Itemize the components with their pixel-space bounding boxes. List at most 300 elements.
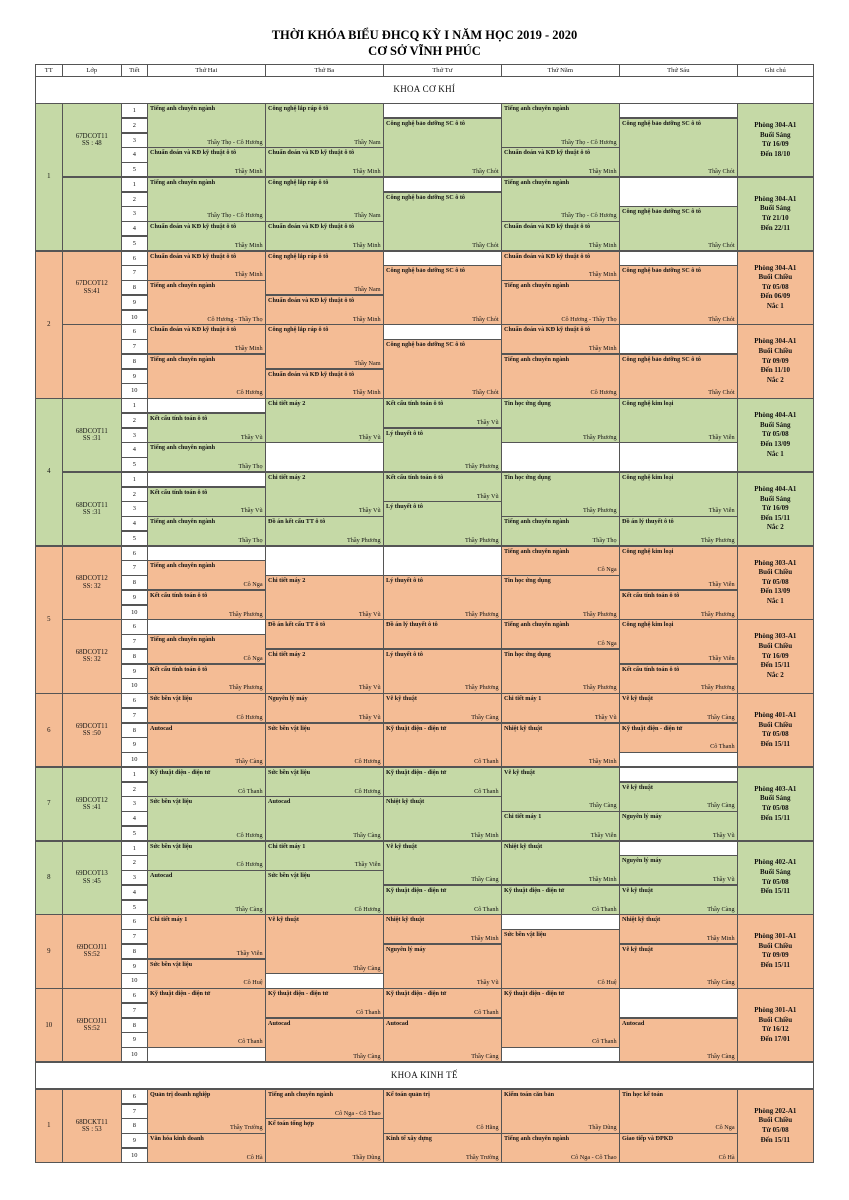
period-number: 1	[121, 103, 148, 118]
teacher-name: Thầy Phương	[464, 463, 499, 471]
subject-name: Autocad	[268, 798, 291, 806]
column-header: TT	[35, 64, 63, 77]
subject-name: Tiếng anh chuyên ngành	[150, 282, 216, 289]
subject-name: Vẽ kỹ thuật	[622, 695, 653, 702]
class-session[interactable]	[619, 398, 738, 443]
teacher-name: Thầy Vũ	[712, 831, 735, 839]
class-session[interactable]	[501, 619, 620, 649]
class-session[interactable]	[265, 693, 384, 723]
class-session[interactable]	[147, 354, 266, 399]
column-header: Thứ Ba	[265, 64, 384, 77]
class-session[interactable]	[619, 914, 738, 944]
teacher-name: Cô Thanh	[356, 1008, 381, 1016]
class-session[interactable]	[265, 398, 384, 443]
teacher-name: Thầy Viễn	[590, 831, 617, 839]
class-session[interactable]	[265, 251, 384, 296]
subject-name: Kỹ thuật điện - điện tử	[268, 990, 329, 997]
period-number: 5	[121, 457, 148, 472]
class-session[interactable]	[147, 560, 266, 590]
class-session[interactable]	[619, 885, 738, 915]
teacher-name: Cô Nga	[243, 654, 263, 662]
teacher-name: Cô Nga	[243, 581, 263, 589]
subject-name: Vẽ kỹ thuật	[386, 842, 417, 850]
class-session[interactable]	[501, 280, 620, 325]
teacher-name: Thầy Càng	[471, 876, 499, 884]
class-name	[62, 177, 122, 251]
class-session[interactable]	[383, 914, 502, 944]
class-session[interactable]	[265, 841, 384, 871]
class-session[interactable]	[265, 147, 384, 177]
class-session[interactable]	[501, 177, 620, 222]
teacher-name: Thầy Vũ	[240, 507, 263, 515]
period-number: 3	[121, 133, 148, 148]
class-session[interactable]	[619, 664, 738, 694]
class-session[interactable]	[501, 649, 620, 694]
class-session[interactable]	[265, 575, 384, 620]
class-session[interactable]	[383, 841, 502, 886]
teacher-name: Thầy Càng	[707, 713, 735, 721]
subject-name: Chi tiết máy 1	[504, 813, 542, 820]
class-session[interactable]	[265, 369, 384, 399]
empty-slot	[265, 973, 384, 988]
period-number: 3	[121, 206, 148, 221]
subject-name: Kỹ thuật điện - điện tử	[150, 768, 211, 776]
subject-name: Nguyên lý máy	[622, 813, 662, 820]
empty-slot	[501, 1047, 620, 1062]
subject-name: Tiếng anh chuyên ngành	[150, 355, 216, 363]
subject-name: Vẽ kỹ thuật	[622, 886, 653, 894]
class-session[interactable]	[147, 221, 266, 251]
class-session[interactable]	[147, 693, 266, 723]
period-number: 3	[121, 870, 148, 885]
subject-name: Autocad	[622, 1019, 645, 1027]
class-session[interactable]	[265, 324, 384, 369]
subject-name: Công nghệ kim loại	[622, 621, 674, 629]
class-session[interactable]	[619, 944, 738, 989]
subject-name: Vẽ kỹ thuật	[504, 768, 535, 776]
subject-name: Chuẩn đoán và KĐ kỹ thuật ô tô	[268, 223, 355, 230]
column-header: Thứ Sáu	[619, 64, 738, 77]
class-session[interactable]	[383, 428, 502, 473]
class-session[interactable]	[147, 516, 266, 546]
empty-slot	[619, 251, 738, 266]
class-session[interactable]	[383, 767, 502, 797]
class-session[interactable]	[147, 988, 266, 1048]
class-session[interactable]	[147, 723, 266, 768]
class-session[interactable]	[619, 1133, 738, 1163]
subject-name: Sức bền vật liệu	[268, 768, 311, 776]
class-session[interactable]	[147, 664, 266, 694]
period-number: 8	[121, 280, 148, 295]
class-session[interactable]	[147, 280, 266, 325]
teacher-name: Thầy Phương	[700, 684, 735, 692]
subject-name: Nhiệt kỹ thuật	[504, 724, 543, 732]
class-session[interactable]	[147, 1089, 266, 1134]
subject-name: Sức bền vật liệu	[504, 931, 547, 938]
class-session[interactable]	[383, 398, 502, 428]
teacher-name: Thầy Vũ	[358, 713, 381, 721]
room-note: Phòng 402-A1 Buổi Sáng Từ 05/08 Đến 15/11	[737, 841, 814, 915]
class-session[interactable]	[147, 147, 266, 177]
room-note: Phòng 202-A1 Buổi Chiều Từ 05/08 Đến 15/11	[737, 1089, 814, 1163]
period-number: 10	[121, 605, 148, 620]
class-session[interactable]	[501, 324, 620, 354]
empty-slot	[619, 324, 738, 354]
period-number: 1	[121, 398, 148, 413]
teacher-name: Thầy Minh	[352, 168, 381, 176]
subject-name: Chi tiết máy 2	[268, 400, 306, 407]
class-session[interactable]	[501, 693, 620, 723]
subject-name: Sức bền vật liệu	[150, 842, 193, 850]
period-number: 10	[121, 678, 148, 693]
teacher-name: Cô Hương	[354, 787, 381, 795]
class-session[interactable]	[619, 723, 738, 753]
class-session[interactable]	[147, 177, 266, 222]
period-number: 3	[121, 501, 148, 516]
subject-name: Kinh tế xây dựng	[386, 1135, 432, 1142]
class-session[interactable]	[383, 472, 502, 502]
period-number: 9	[121, 1032, 148, 1047]
period-number: 10	[121, 1047, 148, 1062]
subject-name: Chuẩn đoán và KĐ kỹ thuật ô tô	[268, 149, 355, 157]
class-session[interactable]	[265, 1118, 384, 1163]
room-note: Phòng 303-A1 Buổi Chiều Từ 16/09 Đến 15/11 Nắc 2	[737, 619, 814, 693]
class-session[interactable]	[265, 649, 384, 694]
period-number: 5	[121, 236, 148, 251]
class-name: 69DCOT12 SS :41	[62, 767, 122, 841]
class-session[interactable]	[501, 767, 620, 812]
class-session[interactable]	[265, 1089, 384, 1119]
class-session[interactable]	[265, 177, 384, 222]
period-number: 6	[121, 914, 148, 929]
class-session[interactable]	[147, 324, 266, 354]
row-number: 6	[35, 693, 63, 767]
teacher-name: Thầy Càng	[235, 905, 263, 913]
column-header: Thứ Hai	[147, 64, 266, 77]
class-name: 69DCOJ11 SS:52	[62, 988, 122, 1062]
class-session[interactable]	[619, 811, 738, 841]
class-session[interactable]	[619, 693, 738, 723]
subject-name: Kỹ thuật điện - điện tử	[504, 990, 565, 997]
teacher-name: Thầy Vũ	[476, 492, 499, 500]
subject-name: Công nghệ bảo dưỡng SC ô tô	[622, 355, 702, 363]
subject-name: Autocad	[150, 872, 173, 879]
class-name: 67DCOT12 SS:41	[62, 251, 122, 325]
class-session[interactable]	[383, 1133, 502, 1163]
room-note: Phòng 303-A1 Buổi Chiều Từ 05/08 Đến 13/09 Nắc 1	[737, 546, 814, 620]
class-session[interactable]	[147, 1133, 266, 1163]
subject-name: Công nghệ bảo dưỡng SC ô tô	[622, 267, 702, 275]
class-session[interactable]	[501, 354, 620, 399]
class-session[interactable]	[147, 634, 266, 664]
class-session[interactable]	[265, 870, 384, 915]
class-session[interactable]	[383, 988, 502, 1018]
class-session[interactable]	[383, 1089, 502, 1134]
teacher-name: Thầy Minh	[470, 831, 499, 839]
subject-name: Kỹ thuật điện - điện tử	[386, 768, 447, 776]
class-session[interactable]	[501, 723, 620, 768]
teacher-name: Thầy Thọ - Cô Hương	[207, 138, 263, 146]
class-session[interactable]	[501, 1089, 620, 1134]
class-session[interactable]	[501, 841, 620, 886]
period-number: 8	[121, 723, 148, 738]
period-number: 6	[121, 324, 148, 339]
subject-name: Lý thuyết ô tô	[386, 429, 423, 437]
class-session[interactable]	[501, 398, 620, 443]
subject-name: Kết cấu tính toán ô tô	[150, 414, 208, 422]
empty-slot	[619, 841, 738, 856]
class-session[interactable]	[265, 796, 384, 841]
subject-name: Tiếng anh chuyên ngành	[504, 1135, 570, 1142]
class-session[interactable]	[383, 885, 502, 915]
class-session[interactable]	[501, 929, 620, 989]
period-number: 4	[121, 811, 148, 826]
subject-name: Tiếng anh chuyên ngành	[150, 636, 216, 643]
period-number: 7	[121, 1003, 148, 1018]
subject-name: Vẽ kỹ thuật	[268, 916, 299, 924]
class-session[interactable]	[619, 265, 738, 325]
class-session[interactable]	[619, 472, 738, 517]
period-number: 8	[121, 575, 148, 590]
period-number: 1	[121, 472, 148, 487]
class-session[interactable]	[619, 516, 738, 546]
period-number: 6	[121, 988, 148, 1003]
period-number: 4	[121, 221, 148, 236]
class-session[interactable]	[619, 354, 738, 399]
class-session[interactable]	[501, 1133, 620, 1163]
class-session[interactable]	[501, 811, 620, 841]
teacher-name: Cô Nga - Cô Thao	[334, 1109, 381, 1117]
period-number: 1	[121, 841, 148, 856]
teacher-name: Thầy Phương	[464, 610, 499, 618]
class-session[interactable]	[265, 988, 384, 1018]
subject-name: Quản trị doanh nghiệp	[150, 1090, 211, 1098]
subject-name: Tiếng anh chuyên ngành	[504, 282, 570, 289]
subject-name: Tiếng anh chuyên ngành	[504, 621, 570, 629]
row-number: 9	[35, 914, 63, 988]
teacher-name: Thầy Phương	[464, 536, 499, 544]
period-number: 7	[121, 708, 148, 723]
class-session[interactable]	[619, 782, 738, 812]
class-session[interactable]	[147, 796, 266, 841]
period-number: 6	[121, 251, 148, 266]
subject-name: Kỹ thuật điện - điện tử	[386, 990, 447, 997]
class-session[interactable]	[147, 251, 266, 281]
subject-name: Đồ án kết cấu TT ô tô	[268, 621, 326, 629]
empty-slot	[147, 1047, 266, 1062]
period-number: 7	[121, 1104, 148, 1119]
teacher-name: Thầy Phương	[228, 610, 263, 618]
class-session[interactable]	[147, 767, 266, 797]
period-number: 10	[121, 1148, 148, 1163]
empty-slot	[619, 177, 738, 207]
subject-name: Chi tiết máy 1	[504, 695, 542, 702]
subject-name: Kỹ thuật điện - điện tử	[504, 886, 565, 894]
class-session[interactable]	[147, 914, 266, 959]
teacher-name: Thầy Vũ	[358, 610, 381, 618]
teacher-name: Thầy Minh	[588, 345, 617, 353]
class-session[interactable]	[383, 944, 502, 989]
class-session[interactable]	[619, 619, 738, 664]
subject-name: Nguyên lý máy	[268, 695, 308, 702]
class-session[interactable]	[501, 988, 620, 1048]
class-session[interactable]	[147, 103, 266, 148]
teacher-name: Thầy Càng	[353, 1053, 381, 1061]
teacher-name: Thầy Minh	[234, 168, 263, 176]
teacher-name: Thầy Chót	[472, 241, 499, 249]
class-session[interactable]	[501, 516, 620, 546]
class-session[interactable]	[383, 723, 502, 768]
class-session[interactable]	[265, 221, 384, 251]
teacher-name: Thầy Minh	[234, 345, 263, 353]
class-session[interactable]	[265, 103, 384, 148]
period-number: 8	[121, 1118, 148, 1133]
class-session[interactable]	[619, 590, 738, 620]
class-session[interactable]	[383, 649, 502, 694]
class-name: 68DCOT12 SS: 32	[62, 619, 122, 693]
class-session[interactable]	[501, 251, 620, 281]
teacher-name: Thầy Phương	[346, 536, 381, 544]
class-session[interactable]	[265, 619, 384, 649]
subject-name: Công nghệ lắp ráp ô tô	[268, 105, 329, 112]
teacher-name: Thầy Chót	[472, 315, 499, 323]
teacher-name: Thầy Minh	[470, 935, 499, 943]
page-subtitle: CƠ SỞ VĨNH PHÚC	[368, 44, 481, 58]
class-session[interactable]	[383, 575, 502, 620]
class-name: 68DCOT12 SS: 32	[62, 546, 122, 620]
subject-name: Tiếng anh chuyên ngành	[504, 355, 570, 363]
subject-name: Sức bền vật liệu	[150, 695, 193, 702]
class-session[interactable]	[383, 192, 502, 252]
subject-name: Chuẩn đoán và KĐ kỹ thuật ô tô	[268, 296, 355, 304]
class-session[interactable]	[619, 206, 738, 251]
period-number: 2	[121, 855, 148, 870]
class-session[interactable]	[147, 413, 266, 443]
subject-name: Kết cấu tính toán ô tô	[622, 591, 680, 599]
class-session[interactable]	[147, 870, 266, 915]
class-session[interactable]	[265, 767, 384, 797]
room-note: Phòng 304-A1 Buổi Chiều Từ 09/09 Đến 11/10 Nắc 2	[737, 324, 814, 398]
teacher-name: Thầy Viễn	[708, 433, 735, 441]
class-session[interactable]	[265, 914, 384, 974]
class-session[interactable]	[501, 575, 620, 620]
teacher-name: Cô Hằng	[476, 1124, 499, 1132]
period-number: 10	[121, 310, 148, 325]
teacher-name: Thầy Càng	[589, 802, 617, 810]
class-session[interactable]	[501, 221, 620, 251]
period-number: 5	[121, 900, 148, 915]
teacher-name: Thầy Vũ	[594, 713, 617, 721]
teacher-name: Cô Hương - Thầy Thọ	[561, 315, 617, 323]
class-session[interactable]	[383, 693, 502, 723]
teacher-name: Thầy Minh	[352, 315, 381, 323]
class-name: 68DCOT11 SS :31	[62, 472, 122, 546]
class-session[interactable]	[619, 546, 738, 591]
teacher-name: Cô Hương	[354, 905, 381, 913]
teacher-name: Thầy Vũ	[358, 433, 381, 441]
class-session[interactable]	[501, 147, 620, 177]
teacher-name: Cô Hương	[590, 389, 617, 397]
class-session[interactable]	[147, 841, 266, 871]
period-number: 8	[121, 354, 148, 369]
class-session[interactable]	[265, 1018, 384, 1063]
teacher-name: Thầy Minh	[706, 935, 735, 943]
subject-name: Chi tiết máy 2	[268, 473, 306, 481]
class-session[interactable]	[383, 265, 502, 325]
class-session[interactable]	[147, 487, 266, 517]
teacher-name: Cô Thanh	[710, 743, 735, 751]
class-session[interactable]	[383, 339, 502, 399]
subject-name: Tiếng anh chuyên ngành	[150, 178, 216, 186]
class-session[interactable]	[265, 295, 384, 325]
subject-name: Kết cấu tính toán ô tô	[150, 591, 208, 599]
teacher-name: Cô Thanh	[474, 905, 499, 913]
class-session[interactable]	[265, 472, 384, 517]
teacher-name: Thầy Nam	[354, 212, 381, 220]
period-number: 6	[121, 619, 148, 634]
empty-slot	[147, 619, 266, 634]
teacher-name: Thầy Chót	[472, 168, 499, 176]
subject-name: Chi tiết máy 2	[268, 577, 306, 584]
subject-name: Tiếng anh chuyên ngành	[504, 518, 570, 525]
teacher-name: Cô Hương - Thầy Thọ	[207, 315, 263, 323]
teacher-name: Cô Thanh	[474, 758, 499, 766]
period-number: 4	[121, 147, 148, 162]
class-session[interactable]	[619, 855, 738, 885]
class-session[interactable]	[265, 723, 384, 768]
teacher-name: Cô Thanh	[474, 787, 499, 795]
class-session[interactable]	[147, 590, 266, 620]
teacher-name: Thầy Minh	[588, 271, 617, 279]
class-session[interactable]	[501, 103, 620, 148]
teacher-name: Thầy Càng	[471, 713, 499, 721]
subject-name: Nhiệt kỹ thuật	[386, 916, 425, 924]
class-session[interactable]	[147, 959, 266, 989]
empty-slot	[147, 398, 266, 413]
period-number: 9	[121, 590, 148, 605]
empty-slot	[265, 546, 384, 576]
class-session[interactable]	[383, 118, 502, 178]
room-note: Phòng 304-A1 Buổi Sáng Từ 21/10 Đến 22/11	[737, 177, 814, 251]
subject-name: Chi tiết máy 1	[268, 842, 306, 850]
period-number: 7	[121, 634, 148, 649]
class-session[interactable]	[265, 516, 384, 546]
teacher-name: Thầy Minh	[588, 758, 617, 766]
subject-name: Kỹ thuật điện - điện tử	[386, 724, 447, 732]
class-session[interactable]	[501, 472, 620, 517]
class-session[interactable]	[619, 1089, 738, 1134]
teacher-name: Thầy Phương	[228, 684, 263, 692]
row-number: 5	[35, 546, 63, 694]
class-session[interactable]	[147, 442, 266, 472]
class-session[interactable]	[501, 885, 620, 915]
class-session[interactable]	[619, 118, 738, 178]
class-name: 67DCOT11 SS : 48	[62, 103, 122, 177]
class-session[interactable]	[501, 546, 620, 576]
room-note: Phòng 304-A1 Buổi Chiều Từ 05/08 Đến 06/09 Nắc 1	[737, 251, 814, 325]
class-session[interactable]	[383, 796, 502, 841]
subject-name: Nhiệt kỹ thuật	[622, 916, 661, 924]
period-number: 7	[121, 929, 148, 944]
column-header: Lớp	[62, 64, 122, 77]
class-session[interactable]	[383, 501, 502, 546]
column-header: Ghi chú	[737, 64, 814, 77]
class-session[interactable]	[619, 1018, 738, 1063]
class-session[interactable]	[383, 619, 502, 649]
class-session[interactable]	[383, 1018, 502, 1063]
subject-name: Lý thuyết ô tô	[386, 503, 423, 511]
teacher-name: Cô Hà	[246, 1153, 263, 1161]
